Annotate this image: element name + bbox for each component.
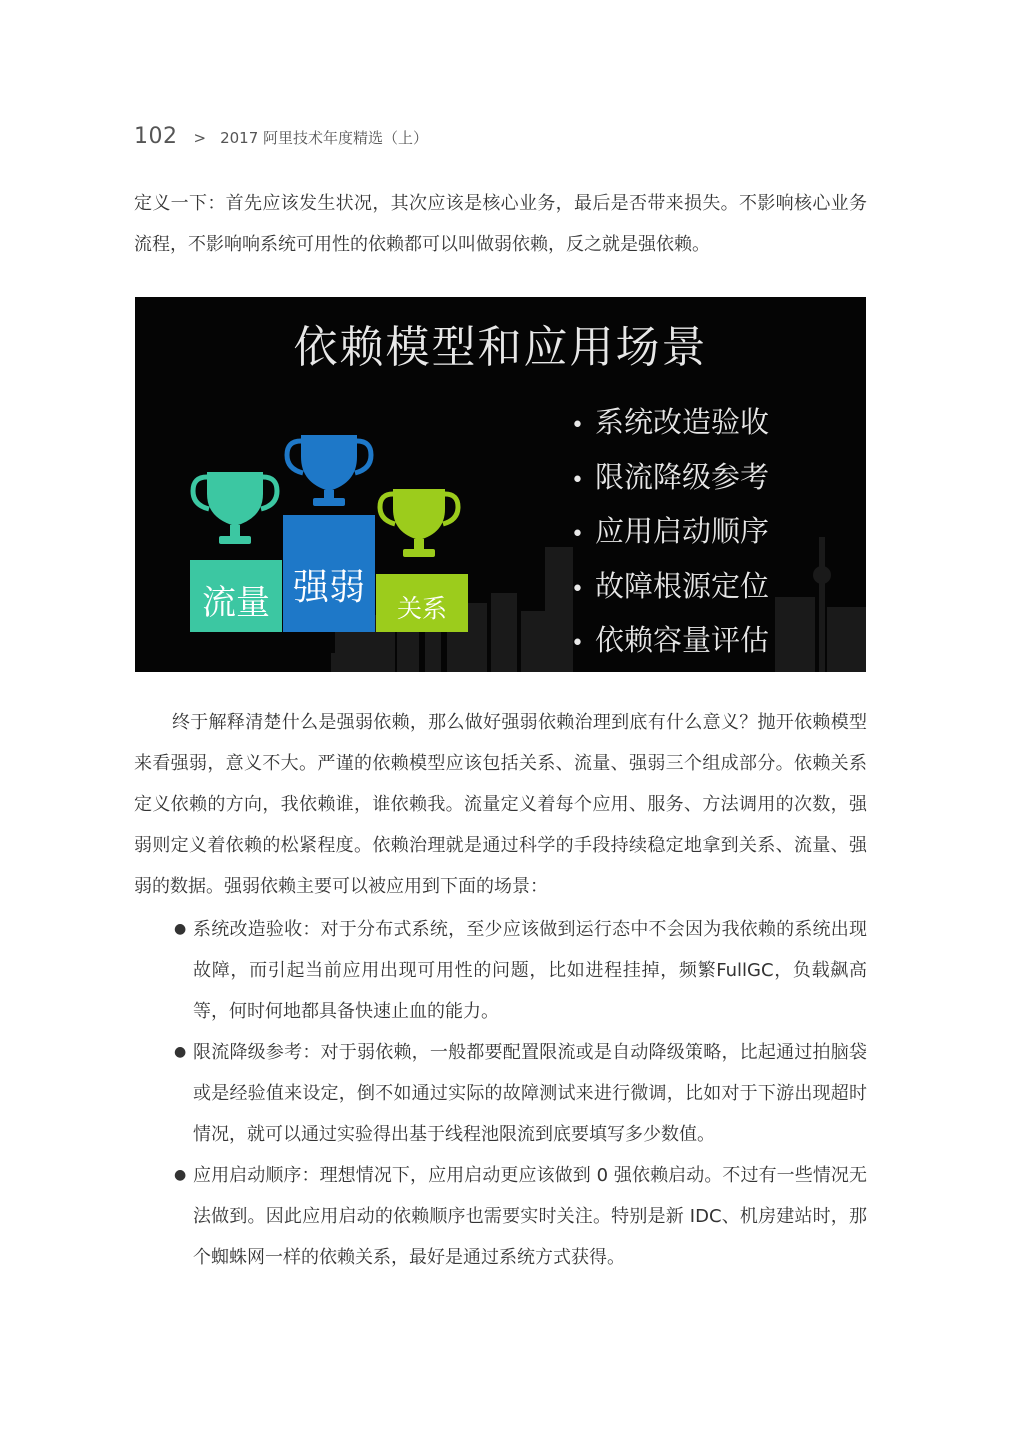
scenario-item: [571, 613, 769, 668]
strength-label: 强弱: [292, 567, 365, 608]
bullet-icon: ●: [174, 1044, 187, 1060]
bullet-text: 限流降级参考：对于弱依赖，一般都要配置限流或是自动降级策略，比起通过拍脑袋或是经验值来设定，倒不如通过实际的故障测试来进行微调，比如对于下游出现超时情况，就可以通过实验得出基于线程池限流到底要填写多少数值。: [193, 1042, 867, 1145]
scenario-item: [571, 559, 769, 614]
scenario-label: 系统改造验收: [595, 405, 770, 439]
book-title: 2017 阿里技术年度精选（上）: [220, 129, 429, 147]
scenario-item: [571, 450, 769, 505]
bullet-dot: •: [571, 467, 584, 493]
bullet-item: [174, 1032, 867, 1155]
bullet-dot: •: [571, 576, 584, 602]
running-header: [134, 124, 428, 149]
scenario-label: 应用启动顺序: [595, 514, 770, 548]
scenario-label: 依赖容量评估: [595, 623, 770, 657]
bullet-item: [174, 909, 867, 1032]
dependency-model-figure: [135, 297, 866, 672]
bullet-text: 系统改造验收：对于分布式系统，至少应该做到运行态中不会因为我依赖的系统出现故障，而引起当前应用出现可用性的问题，比如进程挂掉，频繁FullGC，负载飙高等，何时何地都具备快速止血的能力。: [193, 919, 867, 1022]
lime-trophy-icon: [380, 489, 458, 557]
figure-title: 依赖模型和应用场景: [293, 322, 708, 373]
bullet-dot: •: [571, 413, 584, 438]
intro-paragraph: 定义一下：首先应该发生状况，其次应该是核心业务，最后是否带来损失。不影响核心业务流程，不影响响系统可用性的依赖都可以叫做弱依赖，反之就是强依赖。: [134, 193, 867, 255]
green-trophy-icon: [193, 472, 277, 544]
bullet-dot: •: [571, 631, 584, 656]
relation-label: 关系: [396, 594, 447, 623]
bullet-dot: •: [571, 522, 584, 547]
header-separator: >: [193, 129, 207, 147]
traffic-label: 流量: [202, 583, 270, 623]
scenario-item: [571, 395, 769, 450]
body-paragraph: 终于解释清楚什么是强弱依赖，那么做好强弱依赖治理到底有什么意义？抛开依赖模型来看强弱，意义不大。严谨的依赖模型应该包括关系、流量、强弱三个组成部分。依赖关系定义依赖的方向，我依赖谁，谁依赖我。流量定义着每个应用、服务、方法调用的次数，强弱则定义着依赖的松紧程度。依赖治理就是通过科学的手段持续稳定地拿到关系、流量、强弱的数据。强弱依赖主要可以被应用到下面的场景：: [134, 712, 867, 897]
scenario-label: 限流降级参考: [595, 459, 770, 494]
bullet-icon: ●: [174, 1167, 187, 1183]
page-number: 102: [134, 124, 178, 149]
blue-trophy-icon: [287, 435, 371, 506]
bullet-item: [174, 1155, 867, 1278]
bullet-icon: ●: [174, 921, 187, 937]
scenario-list: [571, 395, 769, 668]
scenario-bullets: [174, 909, 867, 1278]
bullet-text: 应用启动顺序：理想情况下，应用启动更应该做到 0 强依赖启动。不过有一些情况无法做到。因此应用启动的依赖顺序也需要实时关注。特别是新 IDC、机房建站时，那个蜘蛛网一样的依赖关系，最好是通过系统方式获得。: [193, 1165, 867, 1268]
scenario-item: [571, 504, 769, 559]
scenario-label: 故障根源定位: [595, 568, 770, 603]
